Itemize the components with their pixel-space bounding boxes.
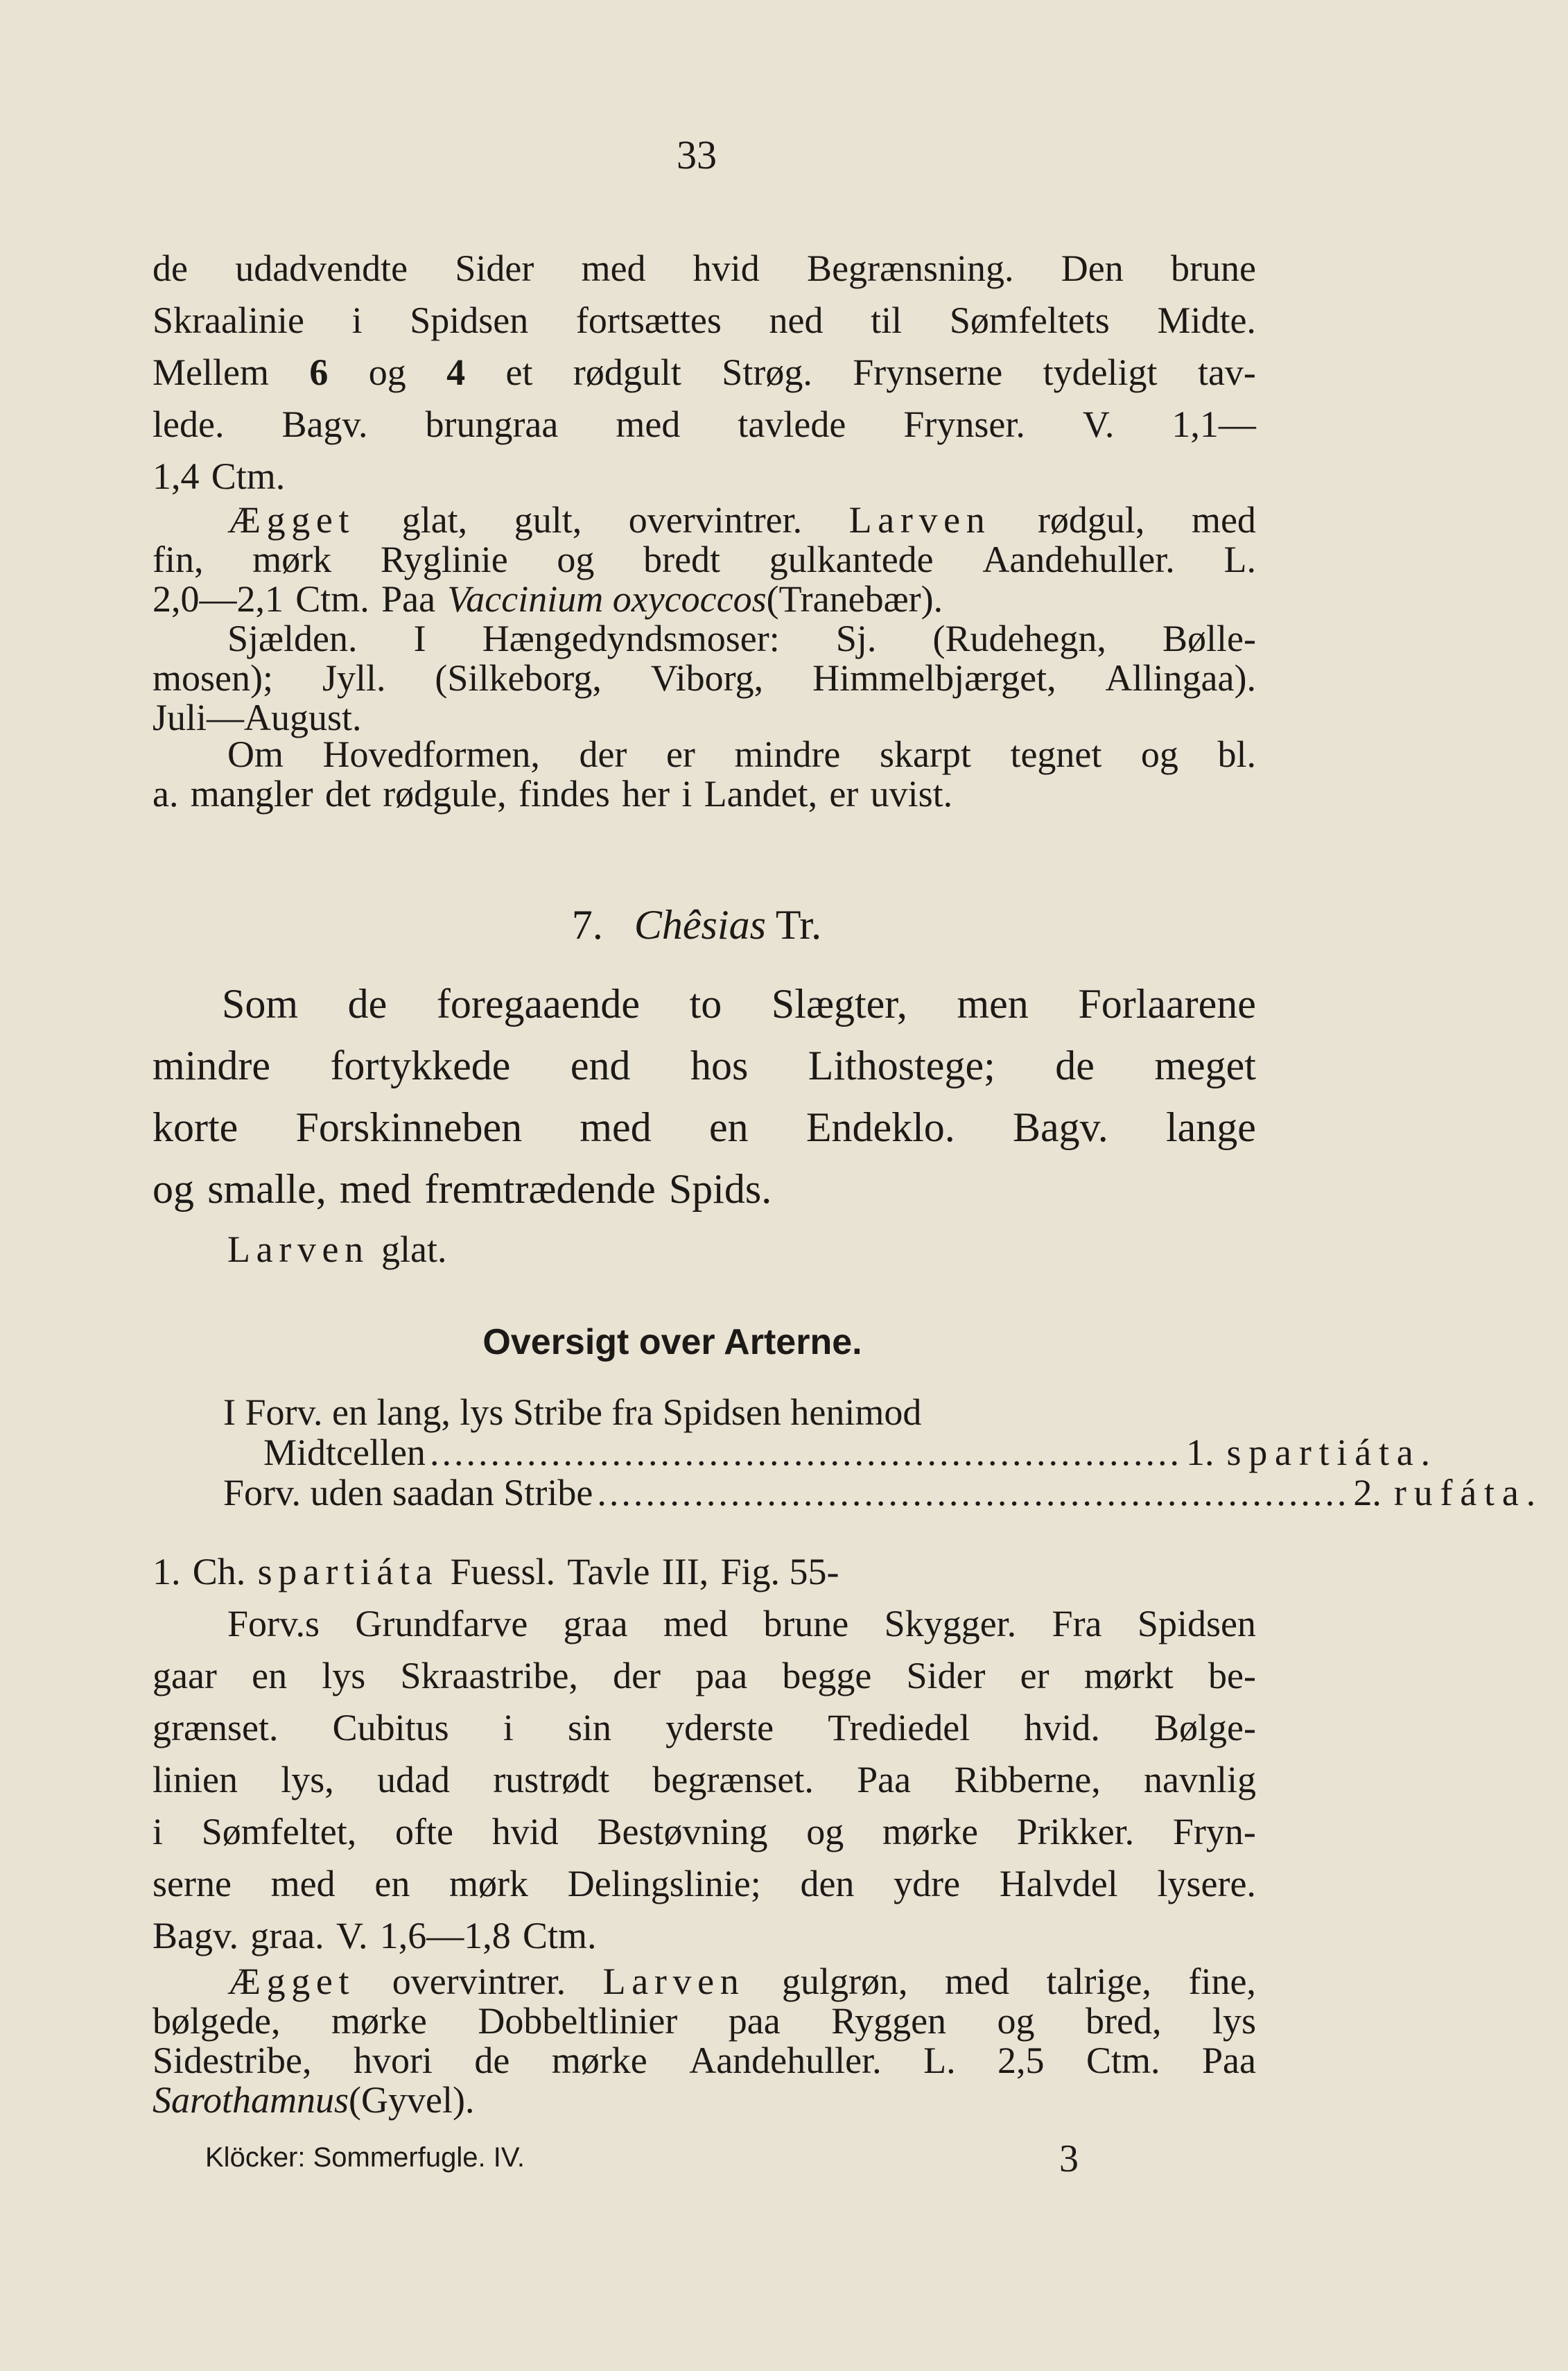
text-line: Som de foregaaende to Slægter, men Forlaarene xyxy=(222,981,1256,1027)
page-number: 33 xyxy=(677,132,717,177)
text-line: gaar en lys Skraastribe, der paa begge Sider er mørkt be- xyxy=(153,1655,1256,1696)
text-line: Mellem 6 og 4 et rødgult Strøg. Frynserne tydeligt tav- xyxy=(153,351,1256,393)
text-line: Juli—August. xyxy=(153,697,362,738)
text-line: grænset. Cubitus i sin yderste Trediedel hvid. Bølge- xyxy=(153,1707,1256,1748)
text-line: Sjælden. I Hængedyndsmoser: Sj. (Rudehegn, Bølle- xyxy=(227,618,1256,659)
text-line: Ægget overvintrer. Larven gulgrøn, med talrige, fine, xyxy=(227,1961,1256,2002)
text-line: og smalle, med fremtrædende Spids. xyxy=(153,1166,772,1212)
oversigt-heading: Oversigt over Arterne. xyxy=(482,1322,862,1362)
key-line: Midtcellen .............................................................. 1. spartiáta. xyxy=(263,1432,1438,1473)
text-line: Ægget glat, gult, overvintrer. Larven rødgul, med xyxy=(227,499,1256,541)
text-line: Sarothamnus (Gyvel). xyxy=(153,2079,475,2121)
text-line: 1,4 Ctm. xyxy=(153,455,286,497)
species-name: rufáta. xyxy=(1393,1472,1543,1513)
genus-number: 7. xyxy=(571,902,603,948)
species-name: spartiáta. xyxy=(1226,1432,1438,1473)
text-line: 1. Ch. spartiáta Fuessl. Tavle III, Fig. 55- xyxy=(153,1546,1256,1598)
text-line: mosen); Jyll. (Silkeborg, Viborg, Himmelbjærget, Allingaa). xyxy=(153,657,1256,699)
text-line: Skraalinie i Spidsen fortsættes ned til Sømfeltets Midte. xyxy=(153,299,1256,341)
text-line: Bagv. graa. V. 1,6—1,8 Ctm. xyxy=(153,1915,597,1956)
text-line: a. mangler det rødgule, findes her i Landet, er uvist. xyxy=(153,773,953,815)
genus-description xyxy=(153,973,1256,1220)
text-line: mindre fortykkede end hos Lithostege; de meget xyxy=(153,1043,1256,1088)
text-line: bølgede, mørke Dobbeltlinier paa Ryggen og bred, lys xyxy=(153,2000,1256,2042)
paragraph-1 xyxy=(153,243,1256,503)
key-line: Forv. uden saadan Stribe .............................................................. 2. rufáta. xyxy=(223,1473,1263,1513)
species-heading xyxy=(153,1546,1256,1598)
text-line: i Sømfeltet, ofte hvid Bestøvning og mørke Prikker. Fryn- xyxy=(153,1811,1256,1852)
text-line: serne med en mørk Delingslinie; den ydre Halvdel lysere. xyxy=(153,1863,1256,1904)
larva-note xyxy=(153,1224,1256,1276)
signature-mark: 3 xyxy=(1059,2137,1079,2180)
key-line: I Forv. en lang, lys Stribe fra Spidsen henimod xyxy=(223,1391,922,1433)
text-line: fin, mørk Ryglinie og bredt gulkantede Aandehuller. L. xyxy=(153,539,1256,580)
text-line: de udadvendte Sider med hvid Begrænsning. Den brune xyxy=(153,247,1256,289)
text-line: Sidestribe, hvori de mørke Aandehuller. L. 2,5 Ctm. Paa xyxy=(153,2040,1256,2081)
text-line: 2,0—2,1 Ctm. Paa Vaccinium oxycoccos (Tranebær). xyxy=(153,578,943,620)
paragraph-2 xyxy=(153,501,1256,738)
text-line: korte Forskinneben med en Endeklo. Bagv. lange xyxy=(153,1104,1256,1150)
species-name: spartiáta xyxy=(257,1551,439,1592)
species-key xyxy=(223,1391,1543,1513)
genus-heading xyxy=(0,901,1393,949)
genus-author: Tr. xyxy=(775,902,822,948)
leader-dots: .............................................................. xyxy=(597,1472,1350,1513)
text-line: Om Hovedformen, der er mindre skarpt tegnet og bl. xyxy=(227,733,1256,775)
page-footer: Klöcker: Sommerfugle. IV. xyxy=(205,2142,525,2173)
paragraph-5 xyxy=(153,1962,1256,2120)
text-line: Forv.s Grundfarve graa med brune Skygger. Fra Spidsen xyxy=(227,1603,1256,1644)
genus-name: Chêsias xyxy=(634,902,766,948)
text-line: Larven glat. xyxy=(227,1228,447,1270)
leader-dots: .............................................................. xyxy=(429,1432,1182,1473)
text-line: linien lys, udad rustrødt begrænset. Paa Ribberne, navnlig xyxy=(153,1759,1256,1800)
paragraph-4 xyxy=(153,1598,1256,1962)
text-line: lede. Bagv. brungraa med tavlede Frynser. V. 1,1— xyxy=(153,403,1256,445)
paragraph-3 xyxy=(153,735,1256,814)
